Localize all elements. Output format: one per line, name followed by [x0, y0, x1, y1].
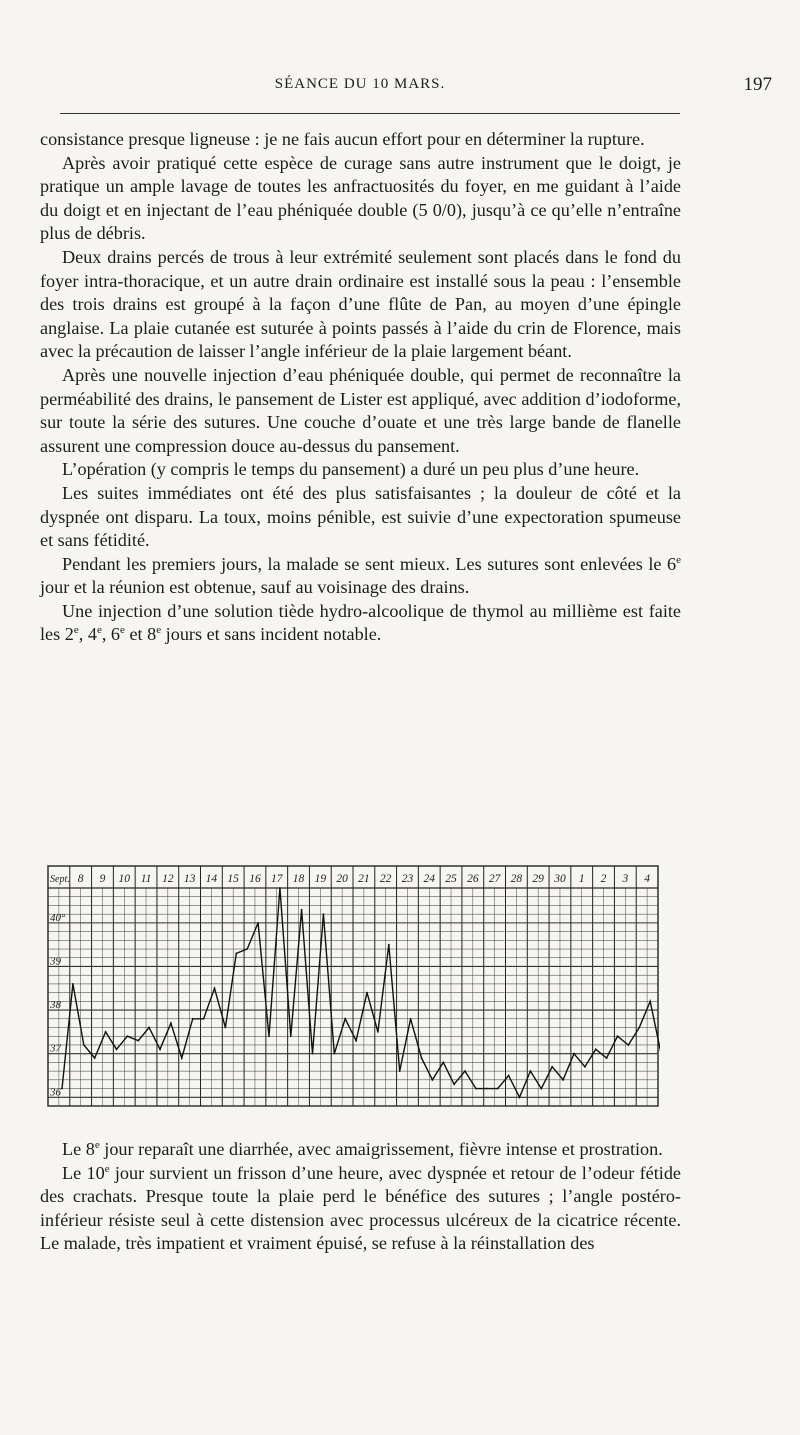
day-tick-label: 8	[77, 873, 84, 885]
temperature-point	[595, 1048, 597, 1050]
temperature-point	[279, 887, 281, 889]
temperature-point	[301, 909, 303, 911]
temperature-point	[628, 1044, 630, 1046]
paragraph: Les suites immédiates ont été des plus satisfaisantes ; la douleur de côté et la dyspnée ont disparu. La toux, moins pénible, est suivie d’une expectoration spumeuse et sans fétidité.	[40, 482, 681, 551]
temperature-point	[159, 1048, 161, 1050]
temperature-point	[562, 1079, 564, 1081]
main-text-bottom	[40, 1138, 681, 1256]
temperature-point	[388, 944, 390, 946]
temperature-point	[497, 1088, 499, 1090]
temperature-point	[323, 913, 325, 915]
temperature-point	[508, 1075, 510, 1077]
day-tick-label: 29	[532, 873, 544, 885]
day-tick-label: 3	[622, 873, 629, 885]
header-rule	[60, 113, 680, 114]
temperature-point	[126, 1035, 128, 1037]
month-label: Sept.	[50, 874, 70, 885]
temperature-point	[529, 1070, 531, 1072]
temperature-point	[203, 1018, 205, 1020]
temperature-tick-label: 38	[50, 999, 61, 1012]
day-tick-label: 24	[423, 873, 435, 885]
temperature-point	[486, 1088, 488, 1090]
temperature-tick-label: 39	[50, 955, 61, 968]
temperature-tick-label: 36	[50, 1086, 61, 1099]
paragraph: consistance presque ligneuse : je ne fais aucun effort pour en déterminer la rupture.	[40, 129, 645, 149]
temperature-point	[290, 1035, 292, 1037]
paragraph: Le 8e jour reparaît une diarrhée, avec amaigrissement, fièvre intense et prostration.	[62, 1139, 663, 1159]
temperature-chart-svg	[40, 862, 660, 1112]
day-tick-label: 4	[644, 873, 650, 885]
day-tick-label: 9	[99, 873, 106, 885]
temperature-point	[312, 1053, 314, 1055]
temperature-point	[72, 983, 74, 985]
temperature-point	[116, 1048, 118, 1050]
temperature-tick-label: 40°	[50, 911, 66, 924]
temperature-point	[519, 1096, 521, 1098]
temperature-point	[366, 992, 368, 994]
day-tick-label: 16	[249, 873, 261, 885]
temperature-point	[573, 1053, 575, 1055]
day-tick-label: 13	[183, 873, 196, 885]
temperature-point	[442, 1062, 444, 1064]
temperature-point	[94, 1057, 96, 1059]
day-tick-label: 15	[227, 873, 239, 885]
temperature-chart	[40, 862, 660, 1112]
paragraph: L’opération (y compris le temps du pansement) a duré un peu plus d’une heure.	[62, 459, 640, 480]
temperature-point	[540, 1088, 542, 1090]
day-tick-label: 11	[140, 873, 152, 885]
temperature-point	[148, 1027, 150, 1029]
temperature-point	[192, 1018, 194, 1020]
temperature-point	[355, 1040, 357, 1042]
temperature-point	[431, 1079, 433, 1081]
day-tick-label: 21	[358, 873, 370, 885]
day-tick-label: 2	[600, 873, 607, 885]
temperature-point	[551, 1066, 553, 1068]
day-tick-label: 28	[510, 873, 523, 885]
paragraph: Après avoir pratiqué cette espèce de curage sans autre instrument que le doigt, je pratique un ample lavage de toutes les anfractuosités du foyer, en me guidant à l’aide du doigt et en injectant de l’eau phéniquée double (5 0/0), jusqu’à ce qu’elle n’entraîne plus de débris.	[40, 152, 681, 244]
temperature-point	[181, 1057, 183, 1059]
temperature-point	[606, 1057, 608, 1059]
day-tick-label: 25	[445, 873, 457, 885]
temperature-point	[453, 1083, 455, 1085]
day-tick-label: 1	[578, 873, 585, 885]
temperature-point	[170, 1022, 172, 1024]
day-tick-label: 23	[401, 873, 414, 885]
day-tick-label: 27	[488, 873, 501, 885]
running-title: SÉANCE DU 10 MARS.	[274, 76, 446, 92]
page-header	[40, 74, 772, 100]
temperature-point	[617, 1035, 619, 1037]
paragraph: Le 10e jour survient un frisson d’une heure, avec dyspnée et retour de l’odeur fétide des crachats. Presque toute la plaie perd le bénéfice des sutures ; l’angle postéro-inférieur résiste seul à cette distension avec processus ulcéreux de la cicatrice récente. Le malade, très impatient et vraiment épuisé, se refuse à la réinstallation des	[40, 1162, 682, 1254]
paragraph: Après une nouvelle injection d’eau phéniquée double, qui permet de reconnaître la perméabilité des drains, le pansement de Lister est appliqué, avec addition d’iodoforme, sur toute la série des sutures. Une couche d’ouate et une très large bande de flanelle assurent une compression douce au-dessus du pansement.	[40, 364, 681, 456]
temperature-point	[638, 1027, 640, 1029]
day-tick-label: 22	[379, 873, 392, 885]
paragraph: Pendant les premiers jours, la malade se sent mieux. Les sutures sont enlevées le 6e jour et la réunion est obtenue, sauf au voisinage des drains.	[40, 553, 681, 598]
temperature-point	[344, 1018, 346, 1020]
temperature-point	[61, 1088, 63, 1090]
day-tick-label: 30	[554, 873, 566, 885]
day-tick-label: 12	[162, 873, 174, 885]
temperature-point	[257, 922, 259, 924]
temperature-point	[475, 1088, 477, 1090]
temperature-point	[584, 1066, 586, 1068]
day-tick-label: 14	[205, 873, 218, 885]
day-tick-label: 10	[118, 873, 130, 885]
main-text-top	[40, 128, 681, 647]
day-tick-label: 20	[336, 873, 348, 885]
temperature-point	[410, 1018, 412, 1020]
paragraph: Une injection d’une solution tiède hydro-alcoolique de thymol au millième est faite les 2e, 4e, 6e et 8e jours et sans incident notable.	[40, 600, 681, 645]
temperature-point	[224, 1027, 226, 1029]
temperature-point	[137, 1040, 139, 1042]
temperature-point	[235, 953, 237, 955]
temperature-point	[246, 948, 248, 950]
temperature-point	[105, 1031, 107, 1033]
temperature-point	[399, 1070, 401, 1072]
temperature-point	[214, 987, 216, 989]
page-number: 197	[743, 74, 772, 95]
paragraph: Deux drains percés de trous à leur extrémité seulement sont placés dans le fond du foyer intra-thoracique, et un autre drain ordinaire est installé sous la peau : l’ensemble des trois drains est groupé à la façon d’une flûte de Pan, au moyen d’une épingle anglaise. La plaie cutanée est suturée à points passés à l’aide du crin de Florence, mais avec la précaution de laisser l’angle inférieur de la plaie largement béant.	[40, 246, 681, 362]
temperature-point	[649, 1000, 651, 1002]
day-tick-label: 26	[467, 873, 479, 885]
day-tick-label: 17	[271, 873, 283, 885]
day-tick-label: 19	[314, 873, 327, 885]
temperature-point	[83, 1044, 85, 1046]
temperature-point	[421, 1057, 423, 1059]
temperature-point	[268, 1035, 270, 1037]
day-tick-label: 18	[292, 873, 305, 885]
temperature-point	[377, 1031, 379, 1033]
temperature-point	[464, 1070, 466, 1072]
temperature-point	[333, 1053, 335, 1055]
temperature-tick-label: 37	[50, 1042, 61, 1055]
